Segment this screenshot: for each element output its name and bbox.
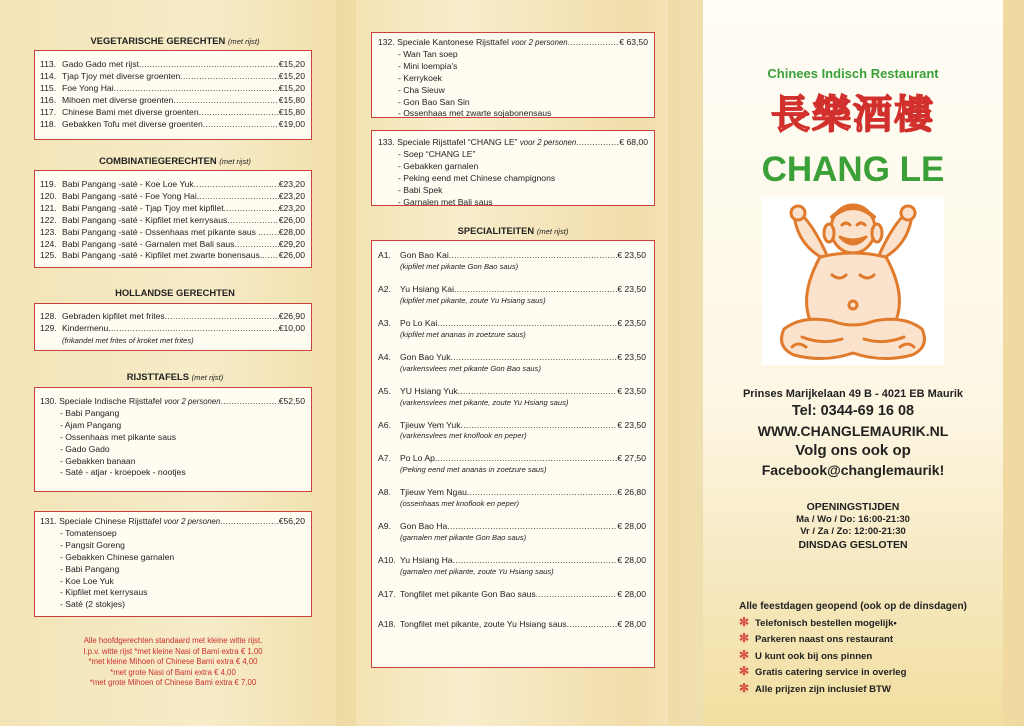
special-item-description: (garnalen met pikante, zoute Yu Hsiang saus) [400, 567, 554, 577]
combination-list [40, 179, 305, 262]
follow-us-text: Volg ons ook op [795, 442, 911, 459]
special-item-row [378, 555, 646, 567]
special-item-price: € 23,50 [617, 250, 646, 260]
restaurant-website[interactable]: WWW.CHANGLEMAURIK.NL [757, 423, 949, 439]
special-item [378, 487, 646, 509]
menu-item [40, 179, 305, 191]
menu-item-name: Babi Pangang -saté - Kipfilet met zwarte bonensaus. ..... [62, 250, 279, 262]
menu-item-price: €15,20 [278, 82, 305, 93]
special-item-price: € 23,50 [617, 351, 646, 362]
menu-item-name: Gebakken Tofu met diverse groenten ..... [62, 119, 279, 131]
special-item-name: Tjieuw Yem Yuk ..... [400, 420, 617, 432]
special-item-price: € 28,00 [617, 521, 646, 532]
restaurant-address: Prinses Marijkelaan 49 B - 4021 EB Maurik [742, 388, 964, 400]
menu-item-name: Babi Pangang -saté - Garnalen met Bali saus ..... [62, 239, 279, 251]
special-item-row [378, 453, 646, 465]
asterisk-bullet-icon: ✻ [738, 664, 750, 679]
info-point [733, 648, 993, 664]
vegetarian-box [34, 50, 312, 140]
rijsttafel-dish: - Saté (2 stokjes) [60, 599, 125, 610]
fold-strip-left [336, 0, 356, 726]
menu-item-price: €26,00 [278, 214, 305, 225]
special-item [378, 589, 646, 601]
info-point-text: Gratis catering service in overleg [755, 667, 907, 679]
special-item-number: A3. [378, 317, 391, 328]
info-point [733, 615, 993, 631]
menu-item-price: €10,00 [278, 322, 305, 333]
rijsttafel-dish: - Ossenhaas met zwarte sojabonensaus [398, 108, 552, 119]
asterisk-bullet-icon: ✻ [738, 647, 750, 662]
opening-hours [703, 501, 1003, 551]
menu-item [40, 59, 305, 71]
special-item [378, 555, 646, 577]
special-item-row [378, 589, 646, 601]
footnote-line: Alle hoofdgerechten standaard met kleine witte rijst. [83, 636, 263, 645]
special-item-description: (Peking eend met ananas in zoetzure saus) [400, 465, 547, 475]
combination-box [34, 170, 312, 268]
info-point-text: U kunt ook bij ons pinnen [755, 650, 873, 662]
special-item-description: (kipfilet met pikante, zoute Yu Hsiang saus) [400, 295, 546, 305]
rijsttafel-132-header: 132. Speciale Kantonese Rijsttafel voor 2 personen ..... € 63,50 [378, 37, 648, 49]
menu-item-name: Kindermenu ..... [62, 323, 279, 335]
restaurant-info-panel [703, 0, 1003, 726]
asterisk-bullet-icon: ✻ [738, 615, 750, 629]
menu-item [40, 83, 305, 95]
menu-item [40, 95, 305, 107]
menu-item-number: 115. [40, 82, 57, 93]
special-item-price: € 23,50 [617, 419, 646, 430]
menu-item-number: 128. [40, 311, 57, 321]
info-points-list [733, 615, 993, 697]
rijsttafel-dish: - Garnalen met Bali saus [398, 196, 493, 207]
special-item-price: € 23,50 [617, 385, 646, 396]
rijsttafel-133-box [371, 130, 655, 206]
chinese-restaurant-name: 長樂酒樓 [770, 92, 935, 138]
menu-panel-left [0, 0, 336, 726]
rijsttafel-130-box [34, 387, 312, 492]
special-item [378, 318, 646, 340]
menu-item-name: Gebraden kipfilet met frites ..... [62, 311, 279, 323]
rijsttafel-dish: - Ossenhaas met pikante saus [60, 431, 177, 442]
special-item-number: A5. [378, 385, 391, 396]
kids-menu-note: (frikandel met frites of kroket met frites) [62, 335, 194, 345]
menu-item-name: Babi Pangang -saté - Foe Yong Hai ..... [62, 191, 279, 203]
rijsttafel-dish: - Kipfilet met kerrysaus [60, 587, 148, 598]
specials-heading: SPECIALITEITEN (met rijst) [457, 225, 569, 236]
rijsttafel-dish: - Cha Sieuw [398, 84, 445, 95]
menu-item-number: 120. [40, 190, 57, 201]
rijsttafel-dish: - Gebakken banaan [60, 455, 136, 466]
special-item-number: A18. [378, 618, 396, 629]
info-point [733, 664, 993, 680]
menu-item-name: Gado Gado met rijst ..... [62, 59, 279, 71]
special-item-number: A2. [378, 283, 391, 294]
info-point-text: Parkeren naast ons restaurant [755, 634, 894, 646]
special-item-name: Tongfilet met pikante Gon Bao saus ..... [400, 589, 617, 601]
special-item-row [378, 250, 646, 262]
special-item-row [378, 318, 646, 330]
special-item-name: Gon Bao Yuk ..... [400, 352, 617, 364]
asterisk-bullet-icon: ✻ [738, 680, 750, 695]
menu-item [40, 119, 305, 131]
special-item-row [378, 284, 646, 296]
special-item-price: € 28,00 [617, 618, 646, 629]
special-item-row [378, 352, 646, 364]
rijsttafel-dish: - Koe Loe Yuk [60, 575, 114, 586]
rijsttafel-dish: - Soep “CHANG LE” [398, 148, 476, 159]
rijsttafels-heading: RIJSTTAFELS (met rijst) [126, 371, 224, 382]
menu-item-price: €19,00 [278, 118, 305, 129]
special-item-number: A4. [378, 351, 391, 362]
special-item [378, 386, 646, 408]
info-point-text: Alle prijzen zijn inclusief BTW [755, 683, 891, 695]
menu-item [40, 323, 305, 335]
menu-item-number: 123. [40, 226, 57, 237]
menu-item-name: Foe Yong Hai ..... [62, 83, 279, 95]
menu-item-number: 121. [40, 202, 57, 213]
special-item-description: (garnalen met pikante Gon Bao saus) [400, 533, 527, 543]
special-item-row [378, 521, 646, 533]
menu-item [40, 215, 305, 227]
rijsttafel-dish: - Mini loempia's [398, 60, 458, 71]
special-item-price: € 26,80 [617, 487, 646, 498]
info-point [733, 681, 993, 697]
special-item-description: (ossenhaas met knoflook en peper) [400, 499, 520, 509]
special-item-price: € 28,00 [617, 555, 646, 566]
rijsttafel-dish: - Ajam Pangang [60, 419, 122, 430]
menu-item-price: €28,00 [278, 226, 305, 237]
rijsttafel-133-header: 133. Speciale Rijsttafel “CHANG LE” voor 2 personen ..... € 68,00 [378, 137, 648, 149]
special-item-description: (kipfilet met ananas in zoetzure saus) [400, 329, 526, 339]
dutch-list [40, 311, 305, 335]
special-item-description: (varkensvlees met knoflook en peper) [400, 431, 527, 441]
special-item-price: € 28,00 [617, 589, 646, 600]
rijsttafel-dish: - Wan Tan soep [398, 48, 458, 59]
rijsttafel-132-lines [378, 49, 648, 120]
special-item-price: € 23,50 [617, 317, 646, 328]
special-item-price: € 23,50 [617, 283, 646, 294]
restaurant-name: CHANG LE [761, 150, 945, 189]
buddha-icon [762, 197, 944, 365]
rijsttafel-dish: - Tomatensoep [60, 527, 117, 538]
menu-item-number: 116. [40, 94, 57, 105]
rijsttafel-dish: - Babi Spek [398, 184, 443, 195]
menu-item [40, 203, 305, 215]
fold-strip-right [668, 0, 703, 726]
opening-hours-title: OPENINGSTIJDEN [806, 501, 900, 513]
special-item [378, 619, 646, 631]
menu-item [40, 107, 305, 119]
special-item [378, 284, 646, 306]
menu-item-name: Mihoen met diverse groenten ..... [62, 95, 279, 107]
special-item-description: (varkensvlees met pikante, zoute Yu Hsiang saus) [400, 397, 569, 407]
menu-item [40, 71, 305, 83]
menu-item-name: Babi Pangang -saté - Koe Loe Yuk ..... [62, 179, 279, 191]
special-item [378, 453, 646, 475]
rijsttafel-dish: - Babi Pangang [60, 563, 120, 574]
menu-item-number: 129. [40, 322, 57, 333]
special-item-row [378, 619, 646, 631]
menu-item-name: Babi Pangang -saté - Kipfilet met kerrysaus ..... [62, 215, 279, 227]
rijsttafel-dish: - Babi Pangang [60, 407, 120, 418]
special-item-number: A6. [378, 419, 391, 430]
special-item [378, 420, 646, 442]
menu-item [40, 191, 305, 203]
special-item-name: YU Hsiang Yuk ..... [400, 386, 617, 398]
specials-list [378, 250, 646, 631]
rijsttafel-131-header: 131. Speciale Chinese Rijsttafel voor 2 personen ..... €56,20 [40, 516, 305, 528]
special-item [378, 250, 646, 272]
opening-hours-line: Ma / Wo / Do: 16:00-21:30 [796, 513, 910, 525]
info-point [733, 631, 993, 647]
rice-footnote [34, 636, 312, 689]
menu-item-number: 122. [40, 214, 57, 225]
buddha-logo [762, 197, 944, 365]
special-item-name: Tjieuw Yem Ngau ..... [400, 487, 617, 499]
restaurant-tagline: Chinees Indisch Restaurant [767, 66, 939, 81]
special-item-name: Po Lo Ap ..... [400, 453, 617, 465]
rijsttafel-dish: - Saté - atjar - kroepoek - nootjes [60, 467, 186, 478]
rijsttafel-131-box [34, 511, 312, 617]
special-item-number: A10. [378, 555, 396, 566]
restaurant-phone[interactable]: Tel: 0344-69 16 08 [791, 403, 915, 419]
special-item-number: A1. [378, 250, 391, 260]
asterisk-bullet-icon: ✻ [738, 631, 750, 646]
rijsttafel-dish: - Pangsit Goreng [60, 539, 125, 550]
special-item-name: Yu Hsiang Kai ..... [400, 284, 617, 296]
opening-hours-line: Vr / Za / Zo: 12:00-21:30 [800, 526, 906, 537]
special-item-description: (kipfilet met pikante Gon Bao saus) [400, 261, 519, 271]
special-item-row [378, 487, 646, 499]
special-item-price: € 27,50 [617, 453, 646, 464]
rijsttafel-131-lines [40, 528, 305, 611]
menu-item-number: 114. [40, 70, 57, 81]
menu-item-price: €23,20 [278, 190, 305, 201]
menu-item-price: €26,00 [278, 250, 305, 261]
menu-item-price: €26,90 [278, 311, 305, 321]
menu-item-number: 113. [40, 59, 57, 69]
special-item-row [378, 386, 646, 398]
special-item [378, 352, 646, 374]
holidays-note: Alle feestdagen geopend (ook op de dinsdagen) [739, 601, 967, 612]
special-item-name: Tongfilet met pikante, zoute Yu Hsiang saus ..... [400, 619, 617, 631]
footnote-line: *met grote Nasi of Bami extra € 4,00 [110, 667, 236, 677]
footnote-line: *met kleine Mihoen of Chinese Bami extra € 4,00 [88, 657, 258, 667]
rijsttafel-dish: - Gado Gado [60, 443, 110, 454]
special-item-number: A9. [378, 521, 391, 532]
menu-item-number: 125. [40, 250, 57, 261]
vegetarian-list [40, 59, 305, 130]
rijsttafel-dish: - Gebakken garnalen [398, 160, 479, 171]
menu-item-name: Tjap Tjoy met diverse groenten ..... [62, 71, 279, 83]
dutch-heading: HOLLANDSE GERECHTEN [115, 287, 235, 298]
footnote-line: *met grote Mihoen of Chinese Bami extra € 7,00 [89, 678, 257, 688]
rijsttafel-130-lines [40, 408, 305, 479]
menu-item-price: €15,80 [278, 106, 305, 117]
facebook-link[interactable]: Facebook@changlemaurik! [761, 462, 945, 478]
menu-item-name: Chinese Bami met diverse groenten ..... [62, 107, 279, 119]
menu-item-price: €23,20 [278, 202, 305, 213]
menu-panel-middle [356, 0, 668, 726]
dutch-box [34, 303, 312, 351]
menu-item-price: €23,20 [278, 179, 305, 189]
menu-item-number: 124. [40, 238, 57, 249]
rijsttafel-130-header: 130. Speciale Indische Rijsttafel voor 2 personen ..... €52,50 [40, 396, 305, 408]
rijsttafel-dish: - Kerrykoek [398, 72, 442, 83]
menu-item [40, 250, 305, 262]
closed-day: DINSDAG GESLOTEN [798, 538, 908, 551]
menu-item-name: Babi Pangang -saté - Tjap Tjoy met kipfilet ..... [62, 203, 279, 215]
special-item-number: A17. [378, 589, 396, 600]
combination-heading: COMBINATIEGERECHTEN (met rijst) [99, 155, 251, 166]
rijsttafel-dish: - Gon Bao San Sin [398, 96, 470, 107]
special-item-name: Gon Bao Ha ..... [400, 521, 617, 533]
menu-item-name: Babi Pangang -saté - Ossenhaas met pikante saus . ..... [62, 227, 279, 239]
special-item-name: Gon Bao Kai ..... [400, 250, 617, 262]
special-item-number: A7. [378, 453, 391, 464]
menu-item-number: 119. [40, 179, 57, 189]
menu-item-price: €15,20 [278, 70, 305, 81]
specials-box [371, 240, 655, 668]
menu-item [40, 227, 305, 239]
rijsttafel-dish: - Gebakken Chinese garnalen [60, 551, 175, 562]
menu-item-price: €15,20 [278, 59, 305, 69]
menu-item [40, 239, 305, 251]
special-item-row [378, 420, 646, 432]
vegetarian-heading: VEGETARISCHE GERECHTEN (met rijst) [90, 35, 260, 46]
special-item-name: Yu Hsiang Ha ..... [400, 555, 617, 567]
menu-item-price: €29,20 [278, 238, 305, 249]
rijsttafel-dish: - Peking eend met Chinese champignons [398, 172, 556, 183]
menu-item-number: 118. [40, 118, 57, 129]
special-item [378, 521, 646, 543]
special-item-number: A8. [378, 487, 391, 498]
menu-item-price: €15,80 [278, 94, 305, 105]
special-item-description: (varkensvlees met pikante Gon Bao saus) [400, 363, 541, 373]
menu-item-number: 117. [40, 106, 57, 117]
menu-item [40, 311, 305, 323]
footnote-line: I.p.v. witte rijst *met kleine Nasi of Bami extra € 1,00 [83, 646, 263, 656]
info-point-text: Telefonisch bestellen mogelijk• [755, 618, 897, 629]
rijsttafel-133-lines [378, 149, 648, 209]
special-item-name: Po Lo Kai ..... [400, 318, 617, 330]
rijsttafel-132-box [371, 32, 655, 118]
